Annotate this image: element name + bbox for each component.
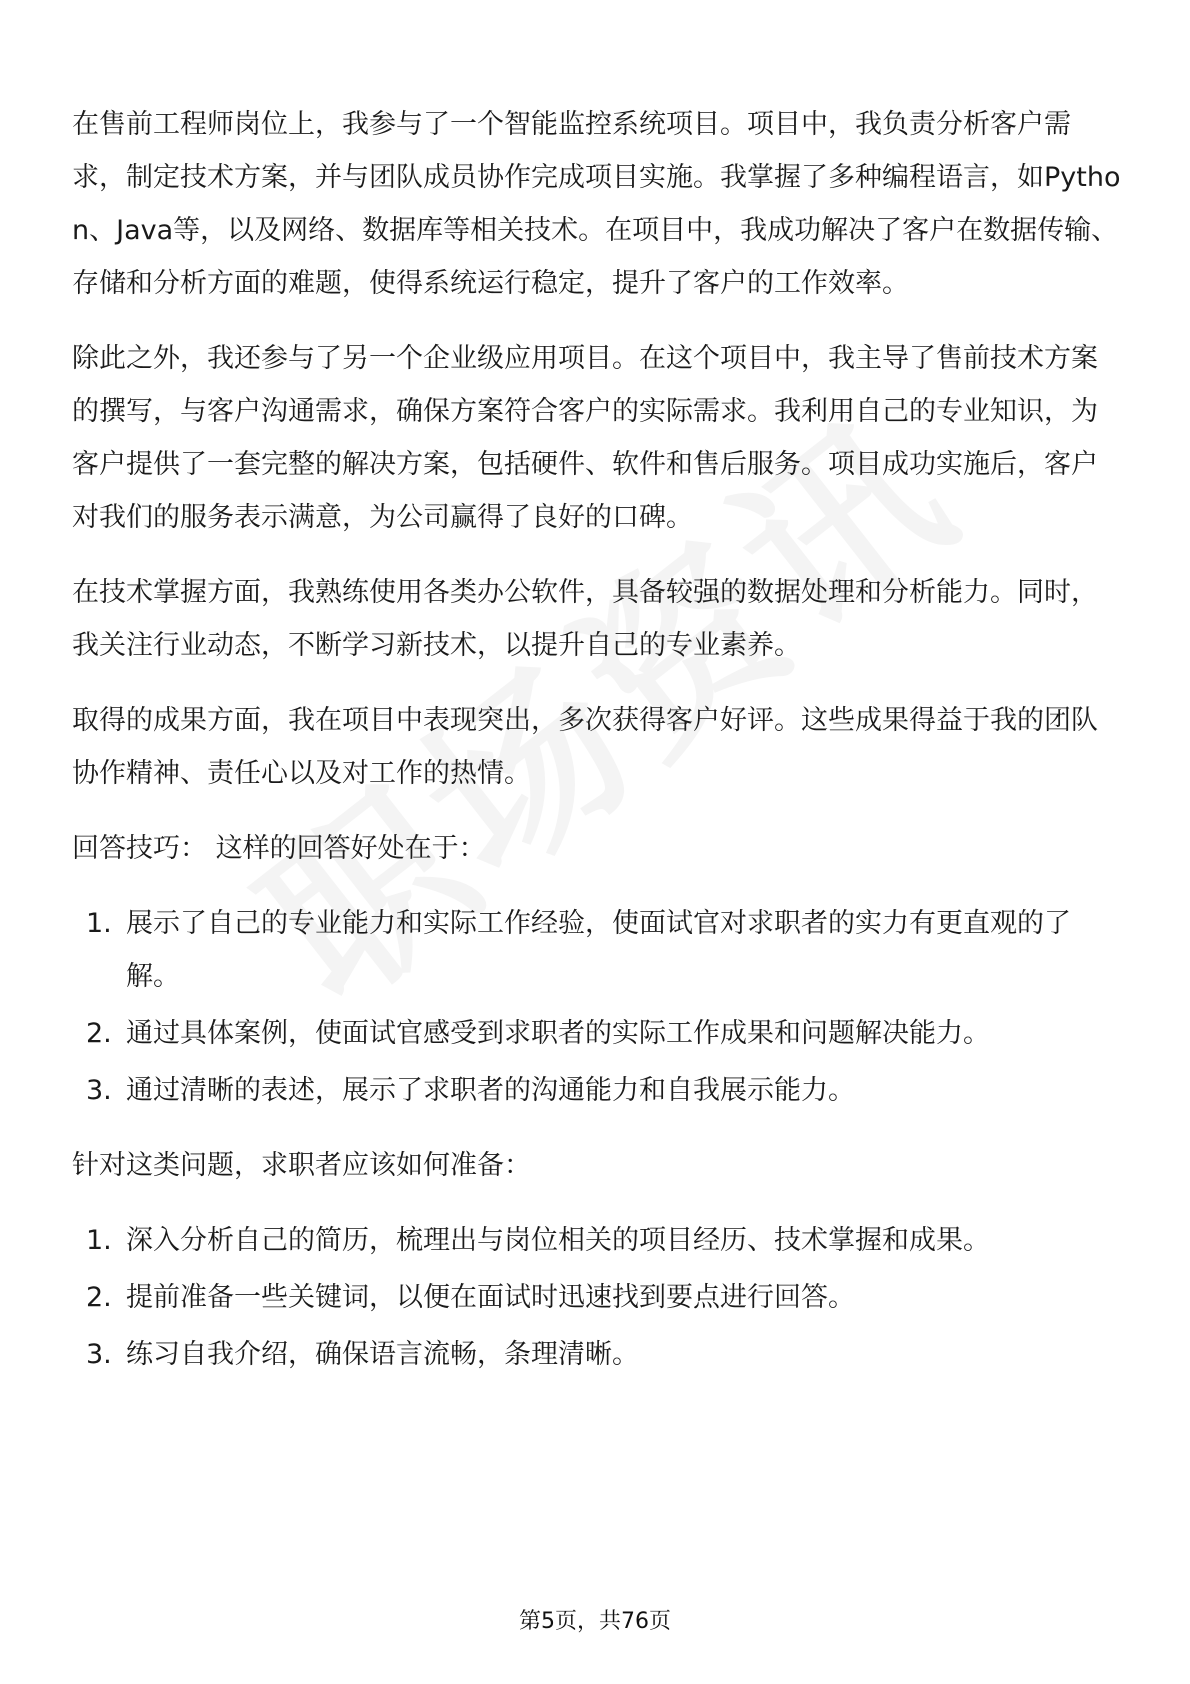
list-item [72,1214,1122,1267]
list-item [72,897,1122,1003]
paragraph-achievements: 取得的成果方面，我在项目中表现突出，多次获得客户好评。这些成果得益于我的团队协作精神、责任心以及对工作的热情。 [72,705,1098,789]
paragraph-skills: 在技术掌握方面，我熟练使用各类办公软件，具备较强的数据处理和分析能力。同时，我关注行业动态，不断学习新技术，以提升自己的专业素养。 [72,577,1098,661]
paragraph-project-1: 在售前工程师岗位上，我参与了一个智能监控系统项目。项目中，我负责分析客户需求，制定技术方案，并与团队成员协作完成项目实施。我掌握了多种编程语言，如Python、Java等，以及网络、数据库等相关技术。在项目中，我成功解决了客户在数据传输、存储和分析方面的难题，使得系统运行稳定，提升了客户的工作效率。 [72,109,1121,299]
list-number: 2. [86,1018,112,1049]
list-number: 1. [86,908,112,939]
list-item-text: 通过具体案例，使面试官感受到求职者的实际工作成果和问题解决能力。 [126,1018,990,1049]
page-number: 第5页，共76页 [519,1609,671,1634]
list-item-text: 深入分析自己的简历，梳理出与岗位相关的项目经历、技术掌握和成果。 [126,1225,990,1256]
prep-heading: 针对这类问题，求职者应该如何准备： [72,1150,531,1181]
tips-list [72,897,1122,1117]
list-item [72,1328,1122,1381]
list-item-text: 提前准备一些关键词，以便在面试时迅速找到要点进行回答。 [126,1282,855,1313]
prep-list [72,1214,1122,1381]
list-number: 3. [86,1075,112,1106]
list-number: 2. [86,1282,112,1313]
list-item-text: 展示了自己的专业能力和实际工作经验，使面试官对求职者的实力有更直观的了解。 [126,908,1071,992]
list-item [72,1064,1122,1117]
tips-heading: 回答技巧： 这样的回答好处在于： [72,833,486,864]
list-number: 3. [86,1339,112,1370]
list-number: 1. [86,1225,112,1256]
document-body [72,98,1122,1403]
list-item [72,1271,1122,1324]
list-item [72,1007,1122,1060]
list-item-text: 通过清晰的表述，展示了求职者的沟通能力和自我展示能力。 [126,1075,855,1106]
page-footer [0,1604,1190,1635]
list-item-text: 练习自我介绍，确保语言流畅，条理清晰。 [126,1339,639,1370]
paragraph-project-2: 除此之外，我还参与了另一个企业级应用项目。在这个项目中，我主导了售前技术方案的撰写，与客户沟通需求，确保方案符合客户的实际需求。我利用自己的专业知识，为客户提供了一套完整的解决方案，包括硬件、软件和售后服务。项目成功实施后，客户对我们的服务表示满意，为公司赢得了良好的口碑。 [72,343,1098,533]
